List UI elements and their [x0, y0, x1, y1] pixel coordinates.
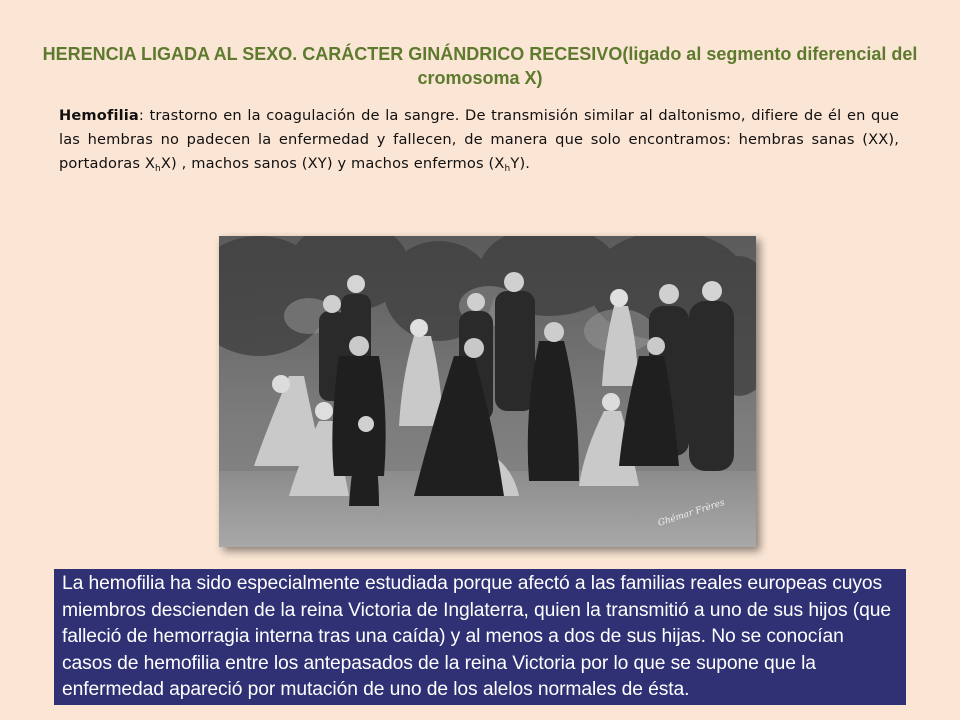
title-part-2: ligado al segmento diferencial del cromosoma X): [417, 44, 918, 88]
hemophilia-callout: La hemofilia ha sido especialmente estudiada porque afectó a las familias reales europeas cuyos miembros descienden de la reina Victoria de Inglaterra, quien la transmitió a uno de sus hijos (que falleció de hemorragia interna tras una caída) y al menos a dos de sus hijas. No se conocían casos de hemofilia entre los antepasados de la reina Victoria por lo que se supone que la enfermedad apareció por mutación de uno de los alelos normales de ésta.: [54, 569, 906, 705]
intro-text-b: X) , machos sanos (XY) y machos enfermos (X: [160, 155, 505, 172]
intro-text-a: : trastorno en la coagulación de la sangre. De transmisión similar al daltonismo, difiere de él en que las hembras no padecen la enfermedad y fallecen, de manera que solo encontramos: hembras sanas (XX), portadoras X: [59, 107, 899, 172]
photo-signature: Ghémar Frères: [656, 497, 727, 529]
title-part-1: HERENCIA LIGADA AL SEXO. CARÁCTER GINÁNDRICO RECESIVO(: [42, 44, 629, 64]
historic-family-photograph-icon: [219, 236, 756, 547]
subscript-h-2: h: [504, 164, 511, 174]
page-title: [20, 42, 940, 90]
intro-text-c: Y).: [510, 155, 531, 172]
subscript-h-1: h: [155, 164, 161, 174]
intro-paragraph: [59, 104, 899, 181]
intro-term: Hemofilia: [59, 107, 139, 124]
royal-family-photo: [219, 236, 756, 547]
